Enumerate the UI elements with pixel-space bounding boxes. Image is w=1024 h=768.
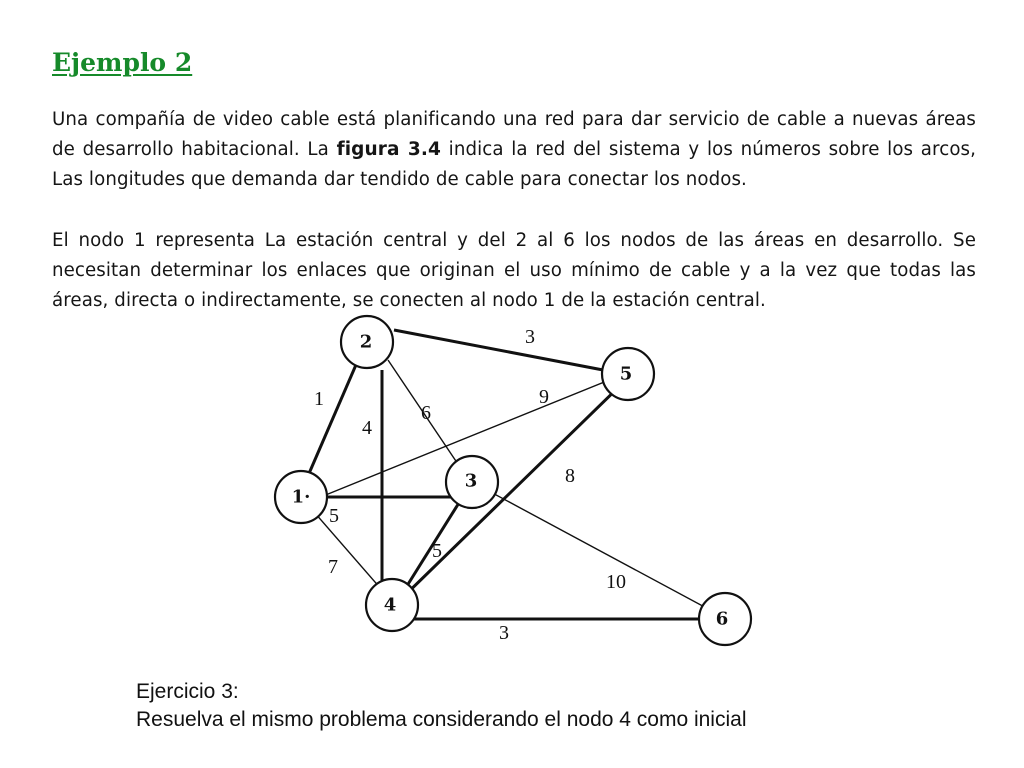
node-3 — [446, 456, 498, 508]
example-heading: Ejemplo 2 — [52, 48, 193, 77]
weight-label-2-5: 3 — [525, 326, 535, 348]
exercise-block — [136, 678, 747, 734]
weight-label-4-6: 3 — [499, 622, 509, 644]
edge-3-6 — [472, 482, 725, 618]
weight-label-4-5: 8 — [565, 465, 575, 487]
node-6 — [699, 593, 751, 645]
weight-label-3-6: 10 — [606, 571, 626, 593]
figure-reference: figura 3.4 — [336, 139, 441, 160]
node-4 — [366, 579, 418, 631]
weight-label-3-4: 5 — [432, 540, 442, 562]
node-1-label: 1· — [291, 486, 311, 508]
node-2 — [341, 316, 393, 368]
edge-2-5 — [394, 330, 624, 374]
node-3-label: 3 — [464, 470, 478, 492]
exercise-title: Ejercicio 3: — [136, 680, 239, 703]
paragraph-text-end: indica la red del sistema y los números sobre los arcos, Las longitudes que demanda dar tendido de cable para conectar los nodos. — [52, 139, 977, 190]
node-4-label: 4 — [383, 594, 397, 616]
node-5-label: 5 — [619, 363, 633, 385]
node-5 — [602, 348, 654, 400]
weight-label-1-4: 7 — [328, 556, 338, 578]
weight-label-2-4: 4 — [362, 417, 372, 439]
node-2-label: 2 — [359, 331, 373, 353]
paragraph-text-start: Una compañía de video cable está planificando una red para dar servicio de cable a nuevas áreas de desarrollo habitacional. La — [52, 109, 976, 160]
node-6-label: 6 — [715, 608, 729, 630]
weight-label-1-5: 9 — [539, 386, 549, 408]
node-1 — [275, 471, 327, 523]
exercise-text: Resuelva el mismo problema considerando el nodo 4 como inicial — [136, 708, 747, 731]
objective-paragraph: El nodo 1 representa La estación central y del 2 al 6 los nodos de las áreas en desarrollo. Se necesitan determinar los enlaces que originan el uso mínimo de cable y a la vez que todas las áreas, directa o indirectamente, se conecten al nodo 1 de la estación central. — [52, 230, 976, 311]
weight-label-1-3: 5 — [329, 505, 339, 527]
weight-label-1-2: 1 — [314, 388, 324, 410]
weight-label-2-3: 6 — [421, 402, 431, 424]
